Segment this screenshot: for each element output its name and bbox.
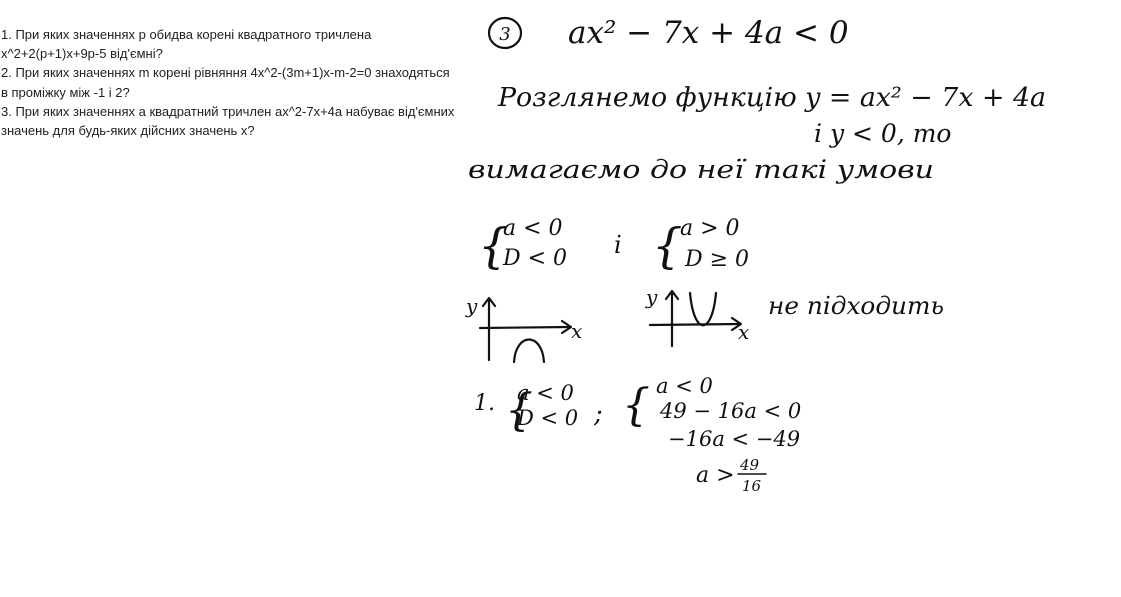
semicolon: ; (594, 399, 603, 429)
system-b-brace: { (652, 218, 683, 274)
not-fit-note: не підходить (768, 292, 944, 320)
fraction-numerator: 49 (740, 456, 760, 474)
case-result-brace: { (622, 380, 650, 431)
case-system-line-1: a < 0 (517, 381, 574, 405)
case-system-line-2: D < 0 (517, 406, 579, 430)
step-1: −16a < −49 (668, 427, 801, 451)
and-word: і (614, 231, 622, 259)
system-b-line-2: D ≥ 0 (685, 247, 750, 272)
condition-line: і y < 0, то (814, 119, 952, 148)
graph-1-y-label: y (466, 294, 478, 318)
case-system-brace: { (505, 385, 533, 436)
fraction-denominator: 16 (742, 477, 762, 495)
system-a-line-2: D < 0 (503, 246, 568, 271)
system-a-brace: { (478, 218, 509, 274)
system-b-line-1: a > 0 (680, 216, 740, 241)
system-a-line-1: a < 0 (503, 216, 563, 241)
graph-upward-parabola (650, 291, 741, 346)
case-result-line-2: 49 − 16a < 0 (660, 399, 802, 423)
step-2: a > (696, 463, 735, 488)
task-number: 3 (499, 24, 511, 45)
problem-1: 1. При яких значеннях p обидва корені квадратного тричлена x^2+2(p+1)x+9p-5 від'ємні? (1, 27, 372, 62)
graph-1-x-label: x (571, 319, 583, 343)
inequality: ax² − 7x + 4a < 0 (568, 15, 849, 51)
case-label: 1. (474, 391, 495, 416)
problem-3: 3. При яких значеннях a квадратний тричлен ax^2-7x+4a набуває від'ємних значень для будь-яких дійсних значень x? (1, 103, 455, 139)
problem-2: 2. При яких значеннях m корені рівняння 4x^2-(3m+1)x-m-2=0 знаходяться в проміжку між -1 і 2? (1, 65, 450, 100)
graph-downward-parabola (480, 298, 571, 362)
case-result-line-1: a < 0 (656, 374, 713, 398)
graph-2-y-label: y (646, 285, 658, 309)
graph-2-x-label: x (738, 320, 750, 344)
requirement-line: вимагаємо до неї такі умови (468, 155, 934, 184)
consider-function-line: Розглянемо функцію y = ax² − 7x + 4a (496, 83, 1046, 113)
